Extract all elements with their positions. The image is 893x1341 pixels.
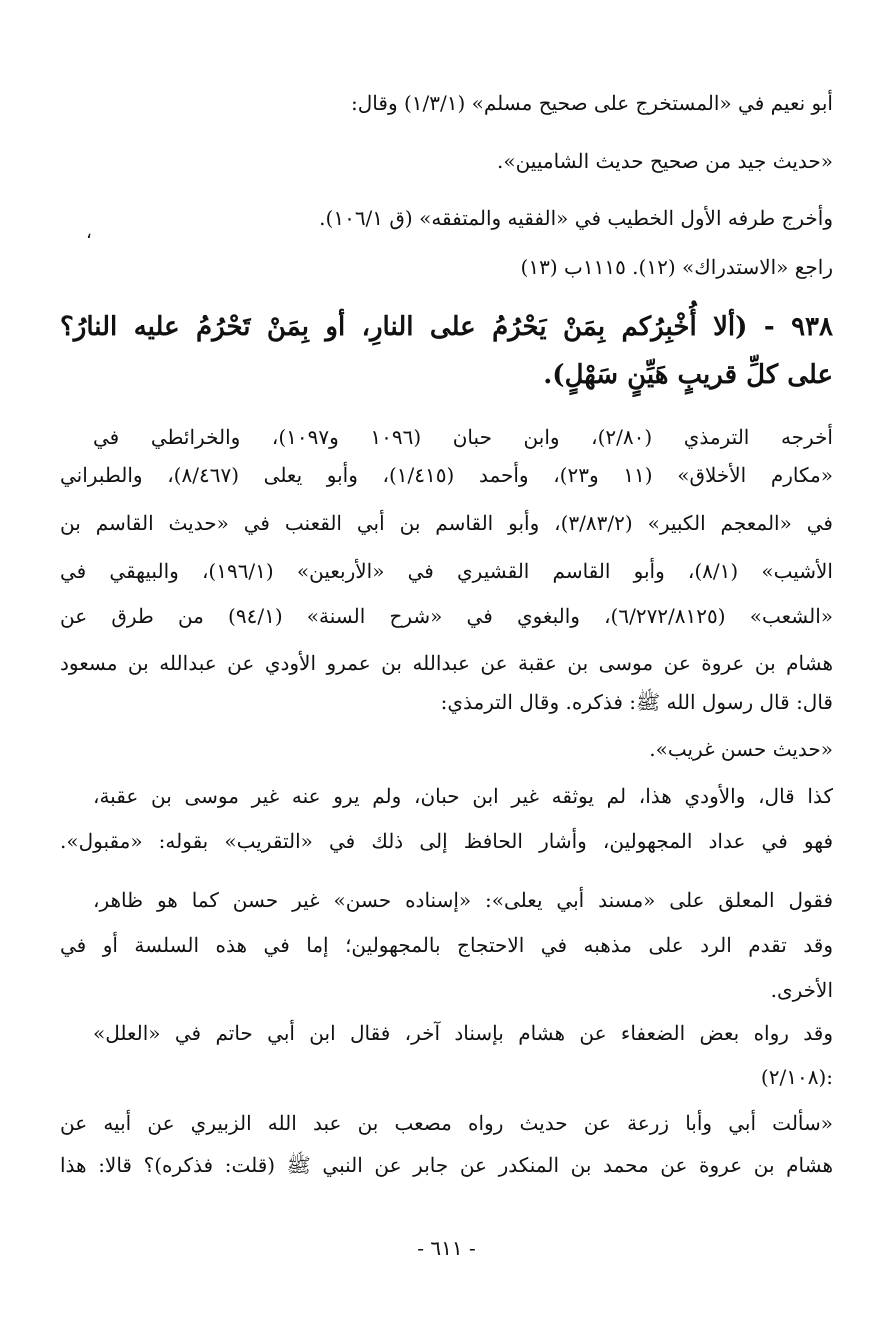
text-line-9: في «المعجم الكبير» (٣/٨٣/٢)، وأبو القاسم بن أبي القعنب في «حديث القاسم بن [60, 511, 833, 535]
text-line-17: فقول المعلق على «مسند أبي يعلى»: «إسناده حسن» غير حسن كما هو ظاهر، [93, 888, 833, 912]
text-line-11: «الشعب» (٦/٢٧٢/٨١٢٥)، والبغوي في «شرح السنة» (٩٤/١) من طرق عن [60, 604, 833, 628]
text-line-13: قال: قال رسول الله ﷺ: فذكره. وقال الترمذي: [440, 690, 833, 714]
text-line-21: (٢/١٠٨): [760, 1065, 833, 1089]
text-line-23: هشام بن عروة عن محمد بن المنكدر عن جابر عن النبي ﷺ (قلت: فذكره)؟ قالا: هذا [60, 1153, 833, 1177]
text-line-3: وأخرج طرفه الأول الخطيب في «الفقيه والمتفقه» (ق ١٠٦/١). [319, 206, 833, 230]
text-line-15: كذا قال، والأودي هذا، لم يوثقه غير ابن حبان، ولم يرو عنه غير موسى بن عقبة، [93, 784, 833, 808]
text-line-10: الأشيب» (٨/١)، وأبو القاسم القشيري في «الأربعين» (١٩٦/١)، والبيهقي في [60, 559, 833, 583]
hadith-heading-line-1: ٩٣٨ - (ألا أُخْبِرُكم بِمَنْ يَحْرُمُ على النارِ، أو بِمَنْ تَحْرُمُ عليه النارُ؟ [60, 312, 833, 342]
page-number: - ٦١١ - [417, 1236, 476, 1260]
text-line-20: وقد رواه بعض الضعفاء عن هشام بإسناد آخر، فقال ابن أبي حاتم في «العلل» [93, 1021, 833, 1045]
text-line-1: أبو نعيم في «المستخرج على صحيح مسلم» (١/٣/١) وقال: [351, 91, 833, 115]
text-line-7: أخرجه الترمذي (٢/٨٠)، وابن حبان (١٠٩٦ و١٠٩٧)، والخرائطي في [93, 425, 833, 449]
text-line-4: راجع «الاستدراك» (١٢). ١١١٥ب (١٣) [520, 255, 833, 279]
hadith-heading-line-2: على كلِّ قريبٍ هَيِّنٍ سَهْلٍ). [543, 360, 833, 390]
text-line-2: «حديث جيد من صحيح حديث الشاميين». [496, 149, 833, 173]
text-line-16: فهو في عداد المجهولين، وأشار الحافظ إلى ذلك في «التقريب» بقوله: «مقبول». [60, 829, 833, 853]
text-line-14: «حديث حسن غريب». [649, 737, 833, 761]
text-line-22: «سألت أبي وأبا زرعة عن حديث رواه مصعب بن عبد الله الزبيري عن أبيه عن [60, 1111, 833, 1135]
text-line-12: هشام بن عروة عن موسى بن عقبة عن عبدالله بن عمرو الأودي عن عبدالله بن مسعود [60, 651, 833, 675]
text-line-19: الأخرى. [770, 978, 833, 1002]
margin-mark: ، [86, 222, 92, 243]
text-line-8: «مكارم الأخلاق» (١١ و٢٣)، وأحمد (١/٤١٥)، وأبو يعلى (٨/٤٦٧)، والطبراني [60, 463, 833, 487]
text-line-18: وقد تقدم الرد على مذهبه في الاحتجاج بالمجهولين؛ إما في هذه السلسة أو في [60, 933, 833, 957]
